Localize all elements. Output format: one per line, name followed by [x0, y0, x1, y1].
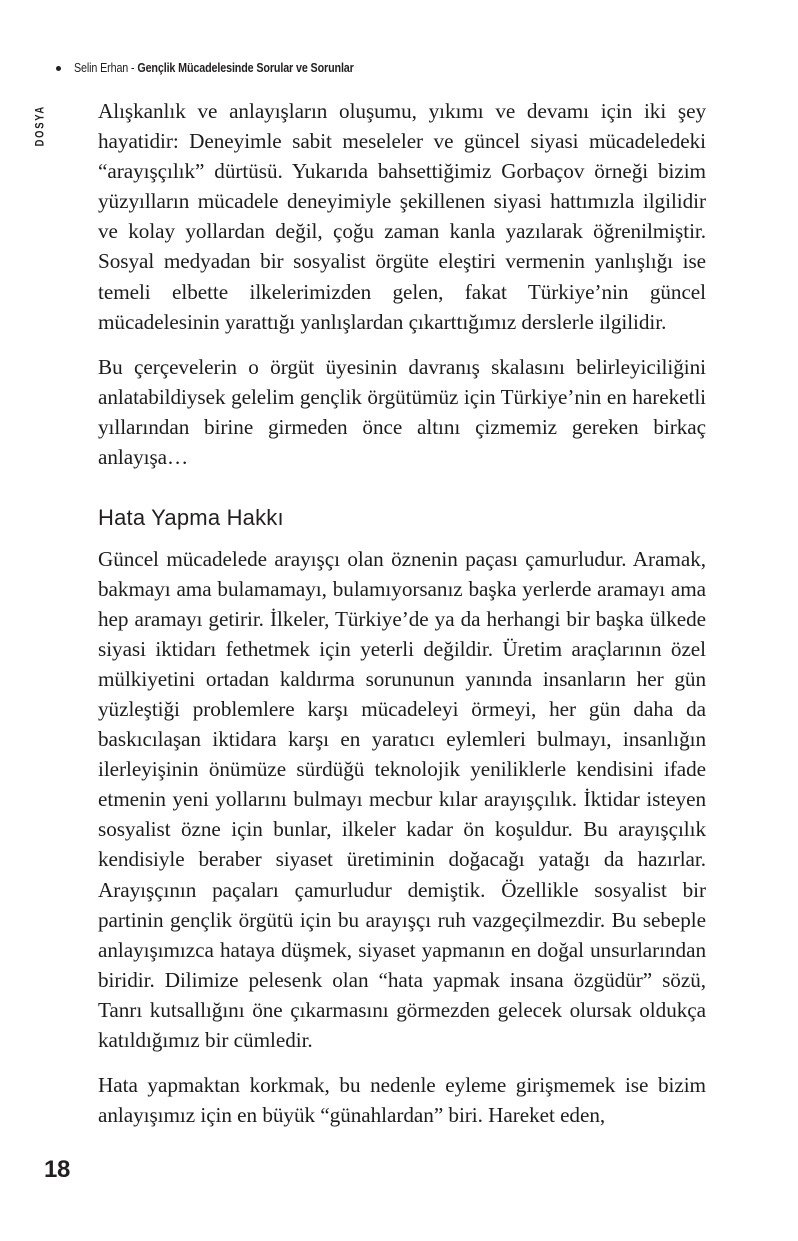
bullet-icon: [56, 66, 61, 71]
page-number: 18: [44, 1156, 70, 1183]
running-head-text: [74, 62, 354, 75]
running-head-title: Gençlik Mücadelesinde Sorular ve Sorunlar: [137, 61, 354, 75]
section-tab-label: DOSYA: [34, 105, 47, 147]
paragraph: Bu çerçevelerin o örgüt üyesinin davranış skalasını belirleyiciliğini anlatabildiysek gelelim gençlik örgütümüz için Türkiye’nin en hareketli yıllarından birine girmeden önce altını çizmemiz gereken birkaç anlayışa…: [98, 354, 706, 470]
section-heading: Hata Yapma Hakkı: [98, 505, 284, 531]
running-head: [56, 62, 399, 75]
running-head-separator: -: [128, 61, 138, 75]
paragraph: Güncel mücadelede arayışçı olan öznenin paçası çamurludur. Aramak, bakmayı ama bulamamayı, bulamıyorsanız başka yerlerde aramayı ama hep aramayı getirir. İlkeler, Türkiye’de ya da herhangi bir başka ülkede siyasi iktidarı fethetmek için yeterli değildir. Üretim araçlarının özel mülkiyetini ortadan kaldırma sorununun yanında insanların her gün yüzleştiği problemlere karşı mücadeleyi örmeyi, her gün daha da baskıcılaşan iktidara karşı en yaratıcı eylemleri bulmayı, insanlığın ilerleyişinin önümüze sürdüğü teknolojik yeniliklerle kendisini ifade etmenin yeni yollarını bulmayı mecbur kılar arayışçılık. İktidar isteyen sosyalist özne için bunlar, ilkeler kadar ön koşuldur. Bu arayışçılık kendisiyle beraber siyaset üretiminin doğacağı yatağı da hazırlar. Arayışçının paçaları çamurludur demiştik. Özellikle sosyalist bir partinin gençlik örgütü için bu arayışçı ruh vazgeçilmezdir. Bu sebeple anlayışımızca hataya düşmek, siyaset yapmanın en doğal unsurlarından biridir. Dilimize pelesenk olan “hata yapmak insana özgüdür” sözü, Tanrı kutsallığını öne çıkarmasını görmezden gelecek olursak oldukça katıldığımız bir cümledir.: [98, 546, 706, 1053]
paragraph: Alışkanlık ve anlayışların oluşumu, yıkımı ve devamı için iki şey hayatidir: Deneyimle sabit meseleler ve güncel siyasi mücadeledeki “arayışçılık” dürtüsü. Yukarıda bahsettiğimiz Gorbaçov örneği bizim yüzyılların mücadele deneyimiyle şekillenen siyasi hattımızla ilgilidir ve kolay yollardan değil, çoğu zaman kanla yazılarak öğrenilmiştir. Sosyal medyadan bir sosyalist örgüte eleştiri vermenin yanlışlığı ise temeli elbette ilkelerimizden gelen, fakat Türkiye’nin güncel mücadelesinin yarattığı yanlışlardan çıkarttığımız derslerle ilgilidir.: [98, 99, 706, 334]
spacer: [98, 472, 706, 505]
spacer: [98, 532, 706, 544]
paragraph: Hata yapmaktan korkmak, bu nedenle eyleme girişmemek ise bizim anlayışımız için en büyük “günahlardan” biri. Hareket eden,: [98, 1073, 706, 1128]
text-column: [98, 96, 706, 1130]
section-tab: [31, 88, 51, 164]
running-head-author: Selin Erhan: [74, 61, 129, 75]
